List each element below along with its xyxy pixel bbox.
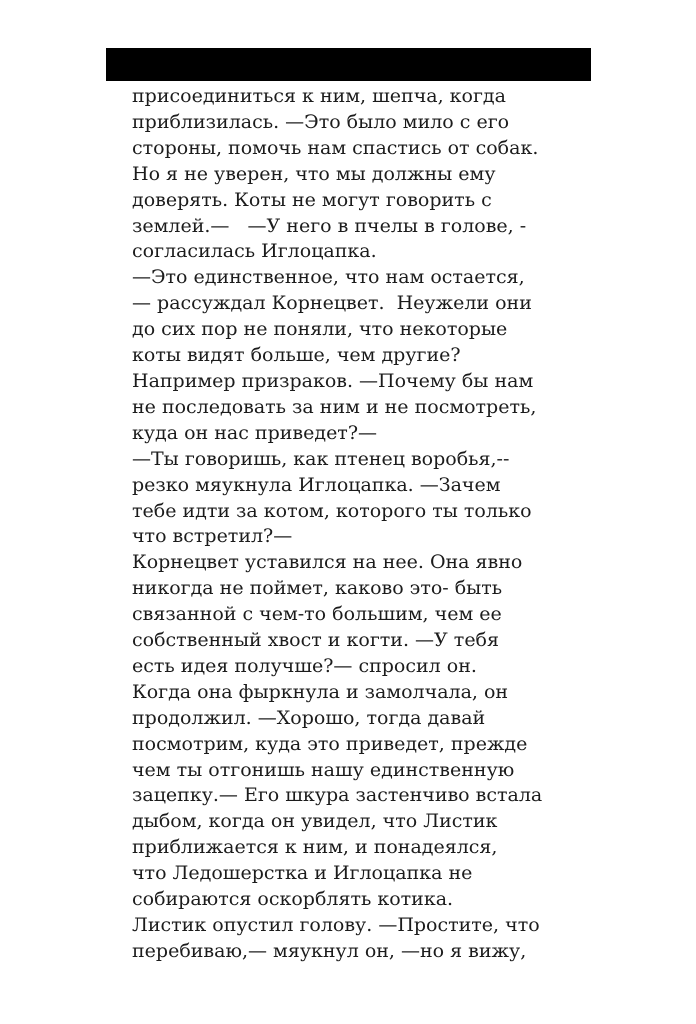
- text-line: дыбом, когда он увидел, что Листик: [132, 810, 498, 833]
- text-line: доверять. Коты не могут говорить с: [132, 188, 492, 211]
- text-line: резко мяукнула Иглоцапка. —Зачем: [132, 473, 501, 496]
- text-line: согласилась Иглоцапка.: [132, 240, 377, 263]
- text-line: Когда она фыркнула и замолчала, он: [132, 680, 509, 703]
- document-text: [132, 84, 592, 965]
- text-line: что Ледошерстка и Иглоцапка не: [132, 862, 473, 885]
- text-line: —Ты говоришь, как птенец воробья,--: [132, 447, 510, 470]
- text-line: — рассуждал Корнецвет. Неужели они: [132, 292, 532, 315]
- text-line: перебиваю,— мяукнул он, —но я вижу,: [132, 939, 527, 962]
- text-line: —Это единственное, что нам остается,: [132, 266, 525, 289]
- text-line: тебе идти за котом, которого ты только: [132, 499, 532, 522]
- text-line: зацепку.— Его шкура застенчиво встала: [132, 784, 543, 807]
- redaction-bar: [106, 48, 591, 81]
- text-line: Например призраков. —Почему бы нам: [132, 369, 534, 392]
- text-line: связанной с чем-то большим, чем ее: [132, 603, 502, 626]
- text-line: никогда не поймет, каково это- быть: [132, 577, 503, 600]
- text-line: коты видят больше, чем другие?: [132, 344, 461, 367]
- text-line: продолжил. —Хорошо, тогда давай: [132, 706, 486, 729]
- text-line: чем ты отгонишь нашу единственную: [132, 758, 515, 781]
- text-line: посмотрим, куда это приведет, прежде: [132, 732, 528, 755]
- text-line: собственный хвост и когти. —У тебя: [132, 629, 499, 652]
- text-line: Но я не уверен, что мы должны ему: [132, 162, 496, 185]
- text-line: куда он нас приведет?—: [132, 421, 378, 444]
- text-line: собираются оскорблять котика.: [132, 888, 454, 911]
- text-line: что встретил?—: [132, 525, 293, 548]
- text-line: присоединиться к ним, шепча, когда: [132, 85, 506, 107]
- text-line: Корнецвет уставился на нее. Она явно: [132, 551, 523, 574]
- text-line: землей.— —У него в пчелы в голове, -: [132, 214, 527, 237]
- text-line: до сих пор не поняли, что некоторые: [132, 318, 508, 341]
- text-line: не последовать за ним и не посмотреть,: [132, 395, 537, 418]
- text-line: приближается к ним, и понадеялся,: [132, 836, 498, 859]
- text-line: есть идея получше?— спросил он.: [132, 654, 477, 677]
- text-line: Листик опустил голову. —Простите, что: [132, 914, 540, 936]
- text-line: стороны, помочь нам спастись от собак.: [132, 136, 539, 159]
- text-line: приблизилась. —Это было мило с его: [132, 110, 510, 133]
